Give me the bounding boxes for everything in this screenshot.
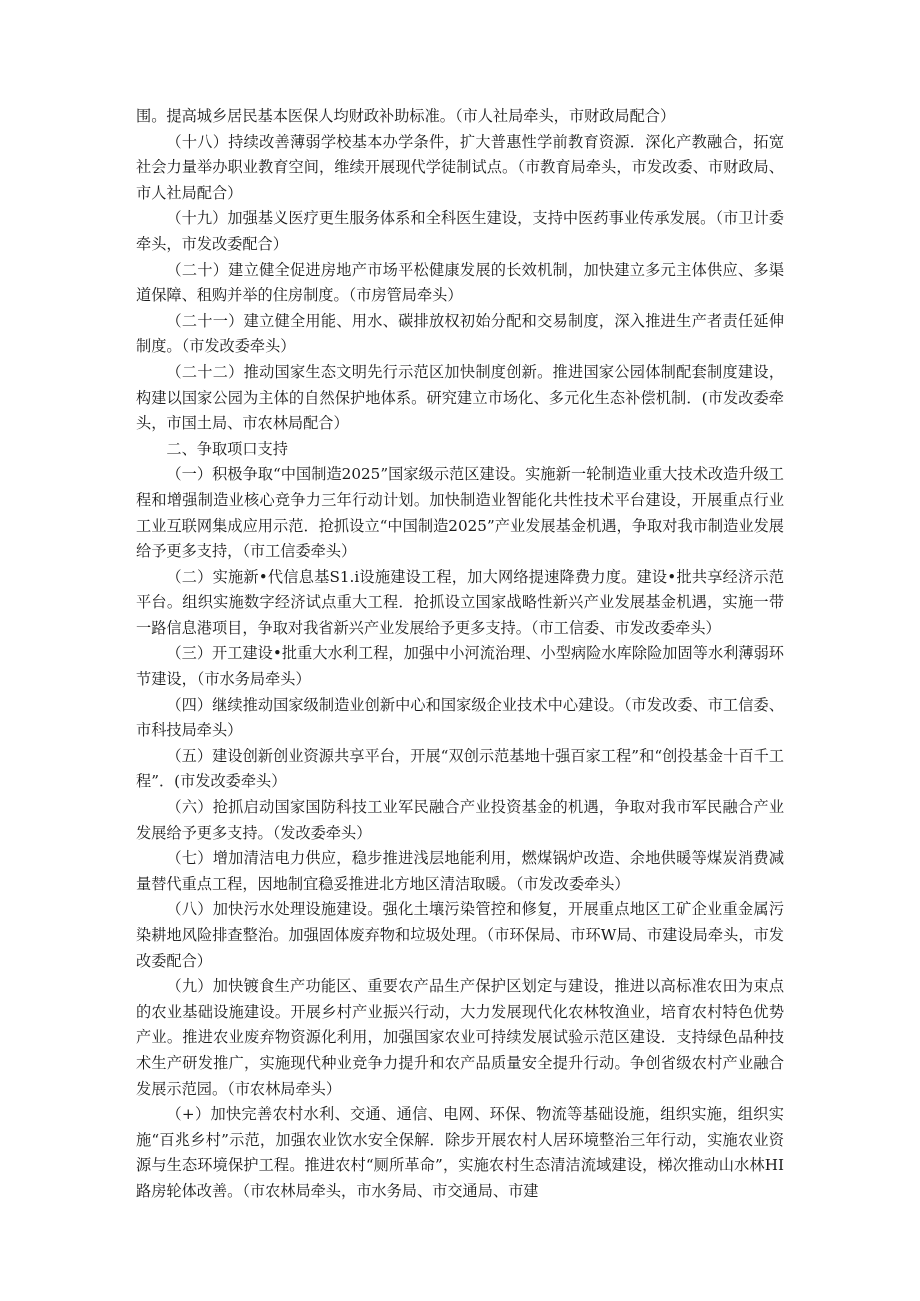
list-item: （一）积极争取“中国制造2025”国家级示范区建设。实施新一轮制造业重大技术改造升级工程和增强制造业核心竞争力三年行动计划。加快制造业智能化共性技术平台建设，开展重点行业工业互联网集成应用示范．抢抓设立“中国制造2025”产业发展基金机遇，争取对我市制造业发展给予更多支持，（市工信委牵头） — [136, 465, 784, 561]
list-item: （四）继续推动国家级制造业创新中心和国家级企业技术中心建设。（市发改委、市工信委、市科技局牵头） — [136, 695, 784, 740]
list-item: （二）实施新•代信息基S1.i设施建设工程，加大网络提速降费力度。建设•批共享经济示范平台。组织实施数字经济试点重大工程．抢抓设立国家战略性新兴产业发展基金机遇，实施一带一路信息港项目，争取对我省新兴产业发展给予更多支持。（市工信委、市发改委牵头） — [136, 567, 784, 637]
paragraph-item-19: （十九）加强基义医疗更生服务体系和全科医生建设，支持中医药事业传承发展。（市卫计委牵头，市发改委配合） — [136, 209, 784, 253]
list-item: （+）加快完善农村水利、交通、通信、电网、环保、物流等基础设施，组织实施，组织实施“百兆乡村”示范，加强农业饮水安全保解．除步开展农村人居环境整治三年行动，实施农业资源与生态环境保护工程。推进农村“厕所革命”，实施农村生态清洁流域建设，梯次推动山水林HI路房轮体改善。（市农林局牵头，市水务局、市交通局、市建 — [136, 1105, 784, 1200]
list-item: （七）增加清洁电力供应，稳步推进浅层地能利用，燃煤锅炉改造、余地供暖等煤炭消费减量替代重点工程，因地制宜稳妥推进北方地区清洁取暖。（市发改委牵头） — [136, 849, 784, 893]
document-page — [136, 104, 784, 1205]
list-item: （五）建设创新创业资源共享平台，开展“双创示范基地十强百家工程”和“创投基金十百千工程”．(市发改委牵头） — [136, 746, 784, 791]
list-item: （九）加快镀食生产功能区、重要农产品生产保护区划定与建设，推进以高标准农田为束点的农业基础设施建设。开展乡村产业振兴行动，大力发展现代化农林牧渔业，培育农村特色优势产业。推进农业废弃物资源化利用，加强国家农业可持续发展试验示范区建设．支持绿色品种技术生产研发推广，实施现代种业竞争力提升和农产品质量安全提升行动。争创省级农村产业融合发展示范园。（市农林局牵头） — [136, 977, 784, 1098]
paragraph-item-20: （二十）建立健全促进房地产市场平松健康发展的长效机制，加快建立多元主体供应、多渠道保障、租购并举的住房制度。（市房管局牵头） — [136, 260, 784, 305]
list-item: （三）开工建设•批重大水利工程，加强中小河流治理、小型病险水库除险加固等水利薄弱环节建设，（市水务局牵头） — [136, 644, 784, 689]
section-heading: 二、争取项口支持 — [166, 439, 288, 458]
list-item: （六）抢抓启动国家国防科技工业军民融合产业投资基金的机遇，争取对我市军民融合产业发展给予更多支持。（发改委牵头） — [136, 798, 784, 842]
paragraph-item-18: （十八）持续改善薄弱学校基本办学条件，扩大普惠性学前教育资源．深化产教融合，拓宽社会力量举办职业教育空间，维续开展现代学徒制试点。（市教育局牵头，市发改委、市财政局、市人社局配合） — [136, 132, 784, 202]
paragraph-item-22: （二十二）推动国家生态文明先行示范区加快制度创新。推进国家公园体制配套制度建设，构建以国家公园为主体的自然保护地体系。研究建立市场化、多元化生态补偿机制．(市发改委牵头，市国土局、市农林局配合） — [136, 362, 784, 433]
paragraph-continuation: 围。提高城乡居民基本医保人均财政补助标准。（市人社局牵头，市财政局配合） — [136, 107, 676, 125]
paragraph-item-21: （二十一）建立健全用能、用水、碳排放权初始分配和交易制度，深入推进生产者责任延伸制度。（市发改委牵头） — [136, 311, 784, 356]
list-item: （八）加快污水处理设施建设。强化土壤污染管控和修复，开展重点地区工矿企业重金属污染耕地风险排查整治。加强固体废弃物和垃圾处理。（市环保局、市环W局、市建设局牵头，市发改委配合） — [136, 900, 784, 970]
